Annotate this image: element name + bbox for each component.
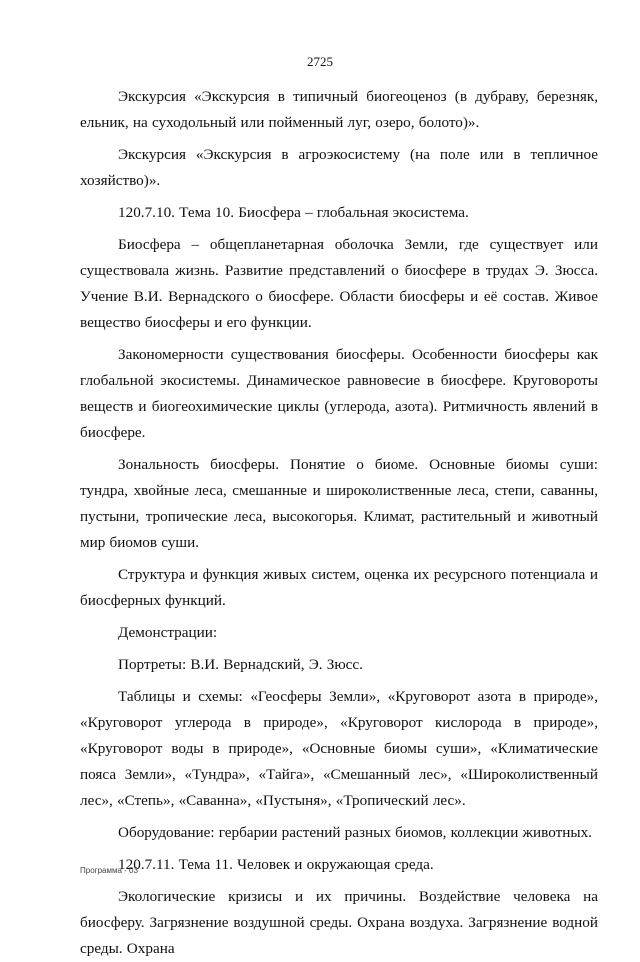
paragraph-biosphere-zonality: Зональность биосферы. Понятие о биоме. Основные биомы суши: тундра, хвойные леса, смешанные и широколиственные леса, степи, саванны, пустыни, тропические леса, высокогорья. Климат, растительный и животный мир биомов суши. bbox=[80, 456, 598, 551]
demonstrations-label: Демонстрации: bbox=[118, 624, 218, 641]
paragraph-equipment: Оборудование: гербарии растений разных биомов, коллекции животных. bbox=[118, 824, 592, 841]
document-body bbox=[80, 84, 598, 962]
paragraph-ecological-crises: Экологические кризисы и их причины. Воздействие человека на биосферу. Загрязнение воздушной среды. Охрана воздуха. Загрязнение водной среды. Охрана bbox=[80, 888, 598, 957]
paragraph-tables-schemes: Таблицы и схемы: «Геосферы Земли», «Круговорот азота в природе», «Круговорот углерода в природе», «Круговорот кислорода в природе», «Круговорот воды в природе», «Основные биомы суши», «Климатические пояса Земли», «Тундра», «Тайга», «Смешанный лес», «Широколиственный лес», «Степь», «Саванна», «Пустыня», «Тропический лес». bbox=[80, 688, 598, 809]
paragraph-living-systems: Структура и функция живых систем, оценка их ресурсного потенциала и биосферных функций. bbox=[80, 566, 598, 609]
paragraph-excursion-biogeocenosis: Экскурсия «Экскурсия в типичный биогеоценоз (в дубраву, березняк, ельник, на суходольный или пойменный луг, озеро, болото)». bbox=[80, 88, 598, 131]
footer-program-code: Программа - 03 bbox=[80, 866, 138, 875]
paragraph-excursion-agroecosystem: Экскурсия «Экскурсия в агроэкосистему (на поле или в тепличное хозяйство)». bbox=[80, 146, 598, 189]
paragraph-biosphere-definition: Биосфера – общепланетарная оболочка Земли, где существует или существовала жизнь. Развитие представлений о биосфере в трудах Э. Зюсса. Учение В.И. Вернадского о биосфере. Области биосферы и её состав. Живое вещество биосферы и его функции. bbox=[80, 236, 598, 331]
page-number: 2725 bbox=[307, 54, 333, 69]
paragraph-portraits: Портреты: В.И. Вернадский, Э. Зюсс. bbox=[118, 656, 363, 673]
paragraph-biosphere-laws: Закономерности существования биосферы. Особенности биосферы как глобальной экосистемы. Динамическое равновесие в биосфере. Круговороты веществ и биогеохимические циклы (углерода, азота). Ритмичность явлений в биосфере. bbox=[80, 346, 598, 441]
topic-11-heading: 120.7.11. Тема 11. Человек и окружающая среда. bbox=[118, 856, 434, 873]
topic-10-heading: 120.7.10. Тема 10. Биосфера – глобальная экосистема. bbox=[118, 204, 469, 221]
